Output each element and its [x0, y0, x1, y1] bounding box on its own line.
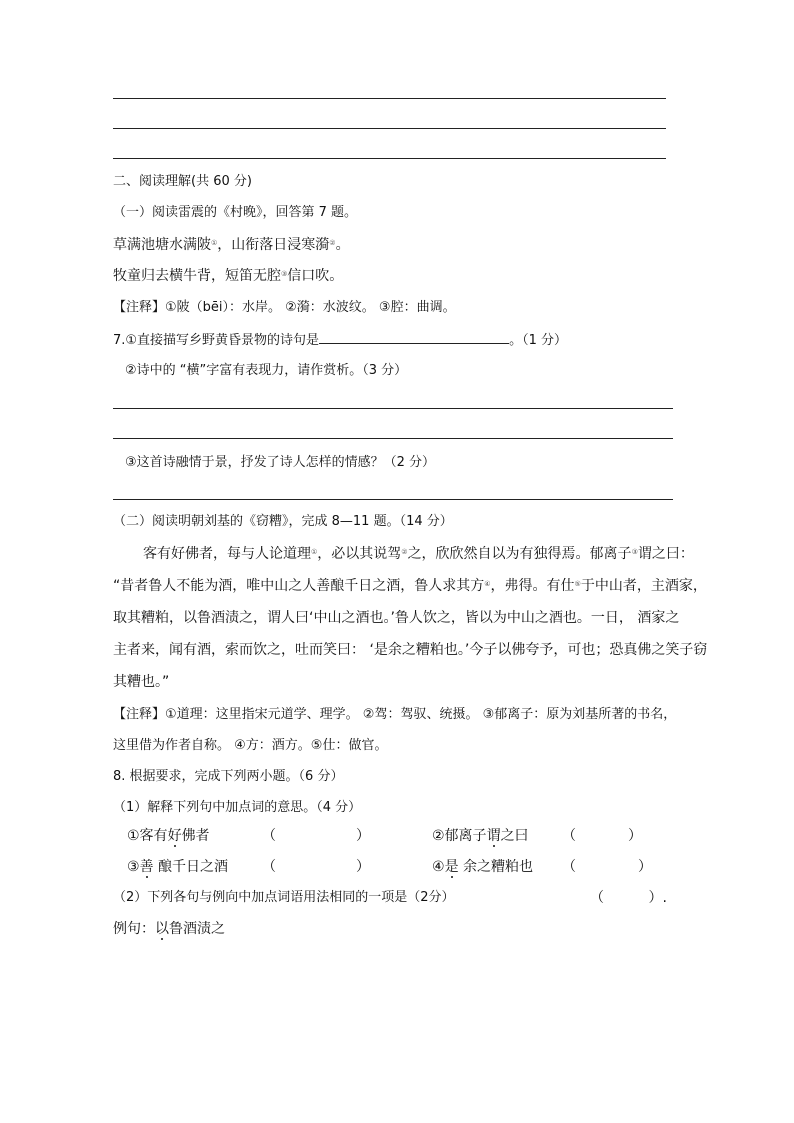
q7-part1-text: 7.①直接描写乡野黄昏景物的诗句是 [113, 333, 320, 348]
answer-line-5 [113, 438, 673, 439]
poem-line-1 [113, 235, 350, 255]
poem-line-2-b: 信口吹。 [287, 268, 344, 284]
footnote-ref: ③ [281, 270, 288, 278]
q7-part2: ②诗中的 “横”字富有表现力，请作赏析。（3 分） [125, 363, 408, 378]
q8-sub1: （1）解释下列句中加点词的意思。（4 分） [113, 800, 362, 815]
footnote-ref: ④ [484, 580, 491, 588]
item-text: 佛者 [181, 828, 210, 844]
q7-part1 [113, 329, 567, 351]
section-heading: 二、阅读理解(共 60 分) [113, 174, 252, 189]
prose-text: ，必以其说驾 [317, 546, 402, 562]
poem-line-1-c: 。 [335, 237, 350, 253]
q7-part3: ③这首诗融情于景，抒发了诗人怎样的情感？（2 分） [125, 455, 436, 470]
item-text: 余之糟粕也 [458, 859, 534, 875]
footnote-ref: ③ [631, 548, 638, 556]
q8-sub2: （2）下列各句与例向中加点词语用法相同的一项是（2分） [113, 890, 455, 905]
footnote-ref: ① [211, 239, 218, 247]
prose-notes-1: 【注释】①道理：这里指宋元道学、理学。 ②驾：驾驭、统摄。 ③郁离子：原为刘基所著的书名， [113, 707, 677, 722]
prose-intro: （二）阅读明朝刘基的《窃糟》，完成 8—11 题。（14 分） [113, 514, 453, 529]
footnote-ref: ② [401, 548, 408, 556]
q8-item-1 [127, 826, 210, 846]
paren-close: ） [628, 828, 642, 844]
q8-item-4 [432, 857, 533, 877]
dotted-word: 善 [139, 859, 154, 875]
answer-line-2 [113, 128, 666, 129]
paren-open: （ [262, 859, 276, 875]
dotted-word: 是 [444, 859, 459, 875]
paren-close: ） [356, 859, 370, 875]
q8-heading: 8. 根据要求，完成下列两小题。（6 分） [113, 769, 344, 784]
q8-example [113, 919, 225, 939]
example-text: 鲁酒渍之 [169, 921, 225, 937]
poem-line-2 [113, 266, 343, 286]
prose-text: 之，欣欣然自以为有独得焉。郁离子 [407, 546, 632, 562]
paren-open: （ [562, 828, 576, 844]
prose-notes-2: 这里借为作者自称。 ④方：酒方。⑤仕：做官。 [113, 738, 388, 753]
item-text: ①客有 [127, 828, 168, 844]
prose-para-2 [113, 576, 707, 596]
footnote-ref: ② [329, 239, 336, 247]
q7-fill-blank[interactable] [319, 329, 509, 344]
answer-line-1 [113, 98, 666, 99]
footnote-ref: ⑤ [574, 580, 581, 588]
poem-notes: 【注释】①陂（bēi）：水岸。 ②漪：水波纹。 ③腔：曲调。 [113, 300, 456, 315]
prose-text: ，弗得。有仕 [490, 578, 575, 594]
item-text: 酿千日之酒 [153, 859, 229, 875]
prose-text: “昔者鲁人不能为酒，唯中山之人善酿千日之酒，鲁人求其方 [113, 578, 485, 594]
q8-sub2-answer-paren[interactable]: （ ）. [590, 890, 667, 906]
item-text: 之曰 [500, 828, 529, 844]
answer-line-6 [113, 499, 673, 500]
paren-open: （ [562, 859, 576, 875]
prose-text: 谓之曰： [637, 546, 694, 562]
q7-part1-score: 。（1 分） [509, 333, 567, 348]
poem-line-1-b: ，山衔落日浸寒漪 [217, 237, 330, 253]
answer-line-4 [113, 408, 673, 409]
q8-item-3 [127, 857, 228, 877]
dotted-word: 谓 [486, 828, 501, 844]
footnote-ref: ① [311, 548, 318, 556]
example-label: 例句： [113, 921, 155, 937]
item-text: ④ [432, 859, 445, 875]
item-text: ②郁离子 [432, 828, 487, 844]
answer-line-3 [113, 158, 666, 159]
poem-line-1-a: 草满池塘水满陂 [113, 237, 211, 253]
item-text: ③ [127, 859, 140, 875]
poem-intro: （一）阅读雷震的《村晚》，回答第 7 题。 [113, 205, 358, 220]
paren-close: ） [356, 828, 370, 844]
prose-para-1 [143, 544, 694, 564]
dotted-word: 以 [155, 921, 169, 937]
prose-text: 于中山者，主酒家， [580, 578, 707, 594]
prose-para-5: 其糟也。” [113, 674, 170, 690]
poem-line-2-a: 牧童归去横牛背，短笛无腔 [113, 268, 281, 284]
paren-open: （ [262, 828, 276, 844]
prose-para-3: 取其糟粕，以鲁酒渍之，谓人曰‘中山之酒也。’鲁人饮之，皆以为中山之酒也。一日， 酒家之 [113, 610, 680, 626]
q8-item-2 [432, 826, 529, 846]
paren-close: ） [638, 859, 652, 875]
prose-text: 客有好佛者，每与人论道理 [143, 546, 311, 562]
prose-para-4: 主者来，闻有酒，索而饮之，吐而笑曰： ‘是余之糟粕也。’今子以佛夸予，可也；恐真佛之笑子窃 [113, 642, 708, 658]
dotted-word: 好 [167, 828, 182, 844]
